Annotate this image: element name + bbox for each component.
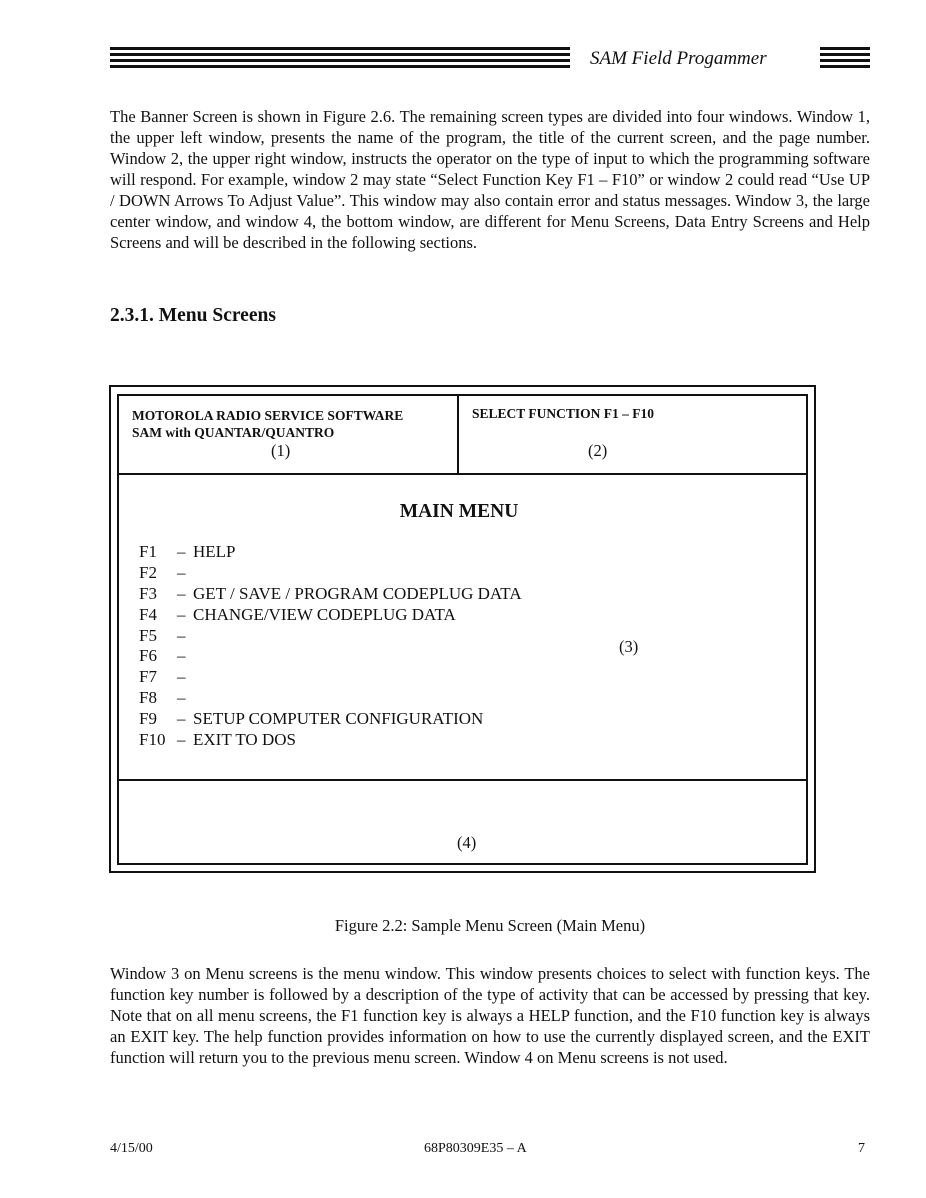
function-key: F3 xyxy=(139,583,157,603)
window-2-number: (2) xyxy=(588,441,608,460)
menu-item xyxy=(139,541,522,562)
menu-title: MAIN MENU xyxy=(399,501,519,522)
menu-dash: – xyxy=(177,646,186,666)
function-key: F2 xyxy=(139,562,157,582)
program-name: MOTOROLA RADIO SERVICE SOFTWARE xyxy=(132,408,404,423)
window-4 xyxy=(119,781,806,863)
window-1 xyxy=(119,396,459,475)
function-key: F4 xyxy=(139,604,157,624)
function-key: F1 xyxy=(139,542,157,561)
window-3 xyxy=(119,475,806,781)
menu-item xyxy=(139,645,522,666)
menu-item-label: SETUP COMPUTER CONFIGURATION xyxy=(193,709,484,729)
menu-dash: – xyxy=(177,542,186,561)
outro-paragraph: Window 3 on Menu screens is the menu window. This window presents choices to select with function keys. The function key number is followed by a description of the type of activity that can be accessed by pressing that key. Note that on all menu screens, the F1 function key is always a HELP function, and the F10 function key is always an EXIT key. The help function provides information on how to use the currently displayed screen, and the EXIT function will return you to the previous menu screen. Window 4 on Menu screens is not used. xyxy=(110,964,870,1067)
menu-item xyxy=(139,687,522,708)
program-subtitle: SAM with QUANTAR/QUANTRO xyxy=(132,425,335,440)
header-rule-right xyxy=(820,47,870,69)
footer-date: 4/15/00 xyxy=(110,1141,153,1156)
menu-dash: – xyxy=(177,667,186,687)
header-rule-left xyxy=(110,47,570,69)
menu-list xyxy=(139,541,522,750)
screen-frame xyxy=(117,394,808,865)
menu-dash: – xyxy=(177,625,186,645)
menu-item xyxy=(139,708,522,729)
window-2 xyxy=(459,396,806,475)
menu-item xyxy=(139,666,522,687)
menu-item-label: EXIT TO DOS xyxy=(193,730,296,750)
menu-item xyxy=(139,583,522,604)
intro-paragraph: The Banner Screen is shown in Figure 2.6. The remaining screen types are divided into four windows. Window 1, the upper left window, presents the name of the program, the title of the current screen, and the page number. Window 2, the upper right window, instructs the operator on the type of input to which the programming software will respond. For example, window 2 may state “Select Function Key F1 – F10” or window 2 could read “Use UP / DOWN Arrows To Adjust Value”. This window may also contain error and status messages. Window 3, the large center window, and window 4, the bottom window, are different for Menu Screens, Data Entry Screens and Help Screens and will be described in the following sections. xyxy=(110,107,870,252)
figure-caption: Figure 2.2: Sample Menu Screen (Main Menu) xyxy=(334,916,646,935)
function-key: F7 xyxy=(139,667,157,687)
menu-dash: – xyxy=(177,562,186,582)
menu-item xyxy=(139,625,522,646)
menu-dash: – xyxy=(177,688,186,708)
menu-item-label: GET / SAVE / PROGRAM CODEPLUG DATA xyxy=(193,583,522,603)
menu-dash: – xyxy=(177,604,186,624)
running-title: SAM Field Progammer xyxy=(590,48,767,69)
menu-item xyxy=(139,729,522,750)
section-heading: 2.3.1. Menu Screens xyxy=(110,305,276,326)
page-number: 7 xyxy=(858,1141,865,1156)
function-key: F8 xyxy=(139,688,157,708)
instruction-label: SELECT FUNCTION F1 – F10 xyxy=(472,406,655,421)
menu-dash: – xyxy=(177,730,186,750)
menu-item-label: CHANGE/VIEW CODEPLUG DATA xyxy=(193,604,456,624)
menu-item xyxy=(139,562,522,583)
function-key: F9 xyxy=(139,709,157,729)
window-3-number: (3) xyxy=(619,637,639,656)
sample-menu-screen-figure xyxy=(109,385,816,873)
footer-doc-number: 68P80309E35 – A xyxy=(424,1141,527,1156)
function-key: F6 xyxy=(139,646,157,666)
window-4-number: (4) xyxy=(457,833,477,852)
menu-item-label: HELP xyxy=(193,542,236,561)
function-key: F5 xyxy=(139,625,157,645)
window-1-number: (1) xyxy=(271,441,291,460)
function-key: F10 xyxy=(139,730,166,750)
menu-dash: – xyxy=(177,709,186,729)
menu-dash: – xyxy=(177,583,186,603)
menu-item xyxy=(139,604,522,625)
